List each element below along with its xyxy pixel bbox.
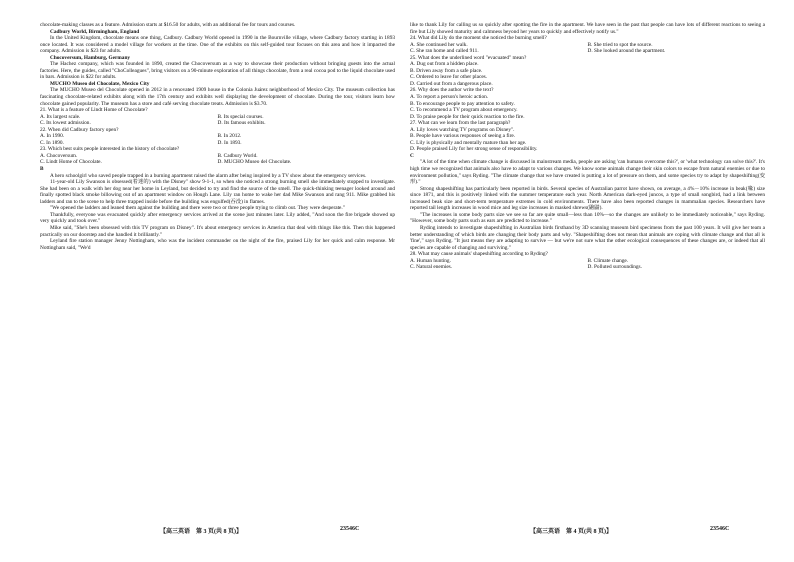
paragraph: In the United Kingdom, chocolate means one thing, Cadbury. Cadbury World opened in 1990 in the Bournville village, where Cadbury factory starting in 1893 once located. It was considered a model village for workers at the time. One of the exhibits on this self-guided tour focuses on this area and how it impacted the company. Admission is $23 for adults.: [40, 35, 395, 55]
paragraph: Strong shapeshifting has particularly been reported in birds. Several species of Australian parrot have shown, on average, a 4%－10% increase in beak(喙) size since 1871, and this is positively linked with the summer temperature each year. North American dark-eyed juncos, a type of small songbird, had a link between increased beak size and short-term temperature extremes in cold environments. There have also been reported changes in mammalian species. Researchers have reported tail length increases in wood mice and leg size increases in masked shrews(鼩鼱).: [410, 185, 765, 212]
option: C. She ran home and called 911.: [410, 48, 479, 55]
option: A. Lily loves watching TV programs on Disney".: [410, 126, 515, 133]
page-footer-code: 23546C: [340, 526, 360, 532]
paragraph: The MUCHO Museo del Chocolate opened in 2012 in a renovated 1909 house in the Colonia Juárez neighborhood of Mexico City. The museum collection has fascinating chocolate-related exhibits along with the 17th century and exhibits well displaying the development of chocolate. During the tour, visitors learn how chocolate gained popularity. The museum has a store and café serving chocolate treats. Admission is $3.70.: [40, 87, 395, 107]
option: B. She tried to spot the source.: [587, 41, 653, 48]
question-28-options: [410, 258, 765, 271]
paragraph: "We opened the ladders and leaned them against the building and there were two or three people trying to climb out. They were desperate.": [50, 205, 345, 212]
left-column: [40, 22, 395, 251]
paragraph: 11-year-old Lily Swanson is obsessed(着迷的) with the Disney" show 9-1-1, so when she noticed a strong burning smell she immediately stopped to investigate. She had been on a walk with her dog near her home in Leyland, but decided to try and find the source of the smell. The quick-thinking teenager looked around and finally spotted black smoke billowing out of an apartment window on Hough Lane. Lily ran home to wake her dad Mike Swanson and rang 911. Mike grabbed his ladders and ran to the scene to help three trapped inside before the building was engulfed(吞没) in flames.: [40, 179, 395, 205]
option: C. Natural enemies.: [410, 264, 453, 271]
option: D. She looked around the apartment.: [587, 48, 666, 55]
section-heading: Chocoversum, Hamburg, Germany: [50, 54, 131, 61]
paragraph: The Hachez company, which was founded in 1890, created the Chocoversum as a way to showcase their production without bringing guests into the actual factories. Here, the guides, called "ChoColleagues", bring visitors on a 90-minute exploration of all things chocolate, from a real cocoa pod to the liquid chocolate used in bars. Admission is $22 for adults.: [40, 61, 395, 81]
option: D. Carried out from a dangerous place.: [410, 80, 493, 87]
option: A. To report a person's heroic action.: [410, 94, 489, 101]
option: B. People have various responses of seeing a fire.: [410, 133, 516, 140]
section-label-b: B: [40, 166, 44, 173]
paragraph: Thankfully, everyone was evacuated quickly after emergency services arrived at the scene just minutes later. Lily added, "And soon the fire brigade showed up very quickly and took over.": [40, 211, 395, 225]
option: C. To recommend a TV program about emergency.: [410, 107, 518, 114]
page-footer-title: 【高三英语 第 3 页(共 8 页)】: [160, 529, 242, 535]
question-23: 23. Which best suits people interested in the history of chocolate?: [40, 146, 180, 153]
question-27: 27. What can we learn from the last paragraph?: [410, 120, 511, 127]
paragraph: Ryding intends to investigate shapeshifting in Australian birds firsthand by 3D scanning museum bird specimens from the past 100 years. It will give her team a better understanding of which birds are changing their body parts and why. "Shapeshifting does not mean that animals are coping with climate change and that all is 'fine'," says Ryding. "It just means they are adapting to survive — but we're not sure what the other ecological consequences of these changes are, or indeed that all species are capable of changing and surviving.": [410, 224, 765, 251]
option: D. MUCHO Museo del Chocolate.: [217, 159, 292, 166]
question-26: 26. Why does the author write the text?: [410, 87, 494, 94]
option: D. Polluted surroundings.: [587, 264, 642, 271]
paragraph: Leyland fire station manager Jenny Nottingham, who was the incident commander on the night of the fire, praised Lily for her quick and calm response. Mr Nottingham said, "We'd: [40, 238, 395, 251]
question-21-options: [40, 114, 395, 127]
option: B. Climate change.: [587, 257, 629, 264]
option: C. Ordered to leave for other places.: [410, 74, 488, 81]
question-23-options: [40, 153, 395, 166]
paragraph: chocolate-making classes as a feature. Admission starts at $16.50 for adults, with an additional fee for tours and courses.: [40, 22, 296, 28]
page-footer-title: 【高三英语 第 4 页(共 8 页)】: [530, 529, 612, 535]
option: D. To praise people for their quick reaction to the fire.: [410, 113, 525, 120]
question-27-options: [410, 127, 765, 153]
option: B. To encourage people to pay attention to safety.: [410, 100, 515, 107]
option: D. People praised Lily for her strong sense of responsibility.: [410, 146, 538, 153]
question-24-options: [410, 42, 765, 55]
right-column: [410, 22, 765, 271]
page-footer-code: 23546C: [710, 526, 730, 532]
section-label-c: C: [410, 152, 414, 159]
option: A. Human hunting.: [410, 257, 451, 264]
option: C. In 1890.: [40, 139, 64, 146]
option: B. Driven away from a safe place.: [410, 67, 483, 74]
question-24: 24. What did Lily do the moment she noticed the burning smell?: [410, 35, 547, 42]
option: D. Its famous exhibits.: [217, 120, 266, 127]
question-26-options: [410, 94, 765, 120]
question-25: 25. What does the underlined word "evacuated" mean?: [410, 54, 527, 61]
option: B. Cadbury World.: [217, 152, 258, 159]
option: D. In 1893.: [217, 139, 242, 146]
option: B. In 2012.: [217, 133, 242, 140]
option: A. Its largest scale.: [40, 113, 81, 120]
option: C. Lindt Home of Chocolate.: [40, 159, 102, 166]
question-22-options: [40, 133, 395, 146]
option: C. Lily is physically and mentally mature than her age.: [410, 139, 527, 146]
question-28: 28. What may cause animals' shapeshifting according to Ryding?: [410, 251, 548, 258]
option: C. Its lowest admission.: [40, 120, 91, 127]
paragraph: "The increases in some body parts size we see so far are quite small—less than 10%—so the changes are unlikely to be immediately noticeable," says Ryding. "However, some body parts such as ears are predicted to increase.": [410, 211, 765, 225]
option: B. Its special courses.: [217, 113, 264, 120]
paragraph: A hero schoolgirl who saved people trapped in a burning apartment raised the alarm after being inspired by a TV show about the emergency services.: [50, 172, 367, 179]
question-21: 21. What is a feature of Lindt Home of Chocolate?: [40, 107, 148, 114]
option: A. Chocoversum.: [40, 152, 78, 159]
option: A. In 1990.: [40, 133, 65, 140]
option: A. She continued her walk.: [410, 41, 468, 48]
question-25-options: [410, 61, 765, 87]
paragraph: Mike said, "She's been obsessed with this TV program on Disney". It's about emergency services in America that deal with things like this. Then this happened practically on our doorstep and she handled it brilliantly.": [40, 224, 395, 238]
question-22: 22. When did Cadbury factory open?: [40, 126, 119, 133]
option: A. Dug out from a hidden place.: [410, 61, 479, 68]
section-heading: MUCHO Museo del Chocolate, Mexico City: [50, 80, 150, 87]
paragraph: "A lot of the time when climate change is discussed in mainstream media, people are asking 'can humans overcome this?', or 'what technology can solve this?'. It's high time we recognized that animals also have to adapt to various changes. We know some animals change their skin colors to escape from natural enemies or due to environment pollution," says Ryding. "The climate change that we have created is putting a lot of pressure on them, and some species try to adapt by shapeshifting(变形).": [410, 159, 765, 186]
section-heading: Cadbury World, Birmingham, England: [50, 28, 140, 35]
paragraph: like to thank Lily for calling us so quickly after spotting the fire in the apartment. We have seen in the past that people can have lots of different reactions to seeing a fire but Lily showed maturity and calmness beyond her years to quickly and effectively notify us.": [410, 22, 765, 35]
